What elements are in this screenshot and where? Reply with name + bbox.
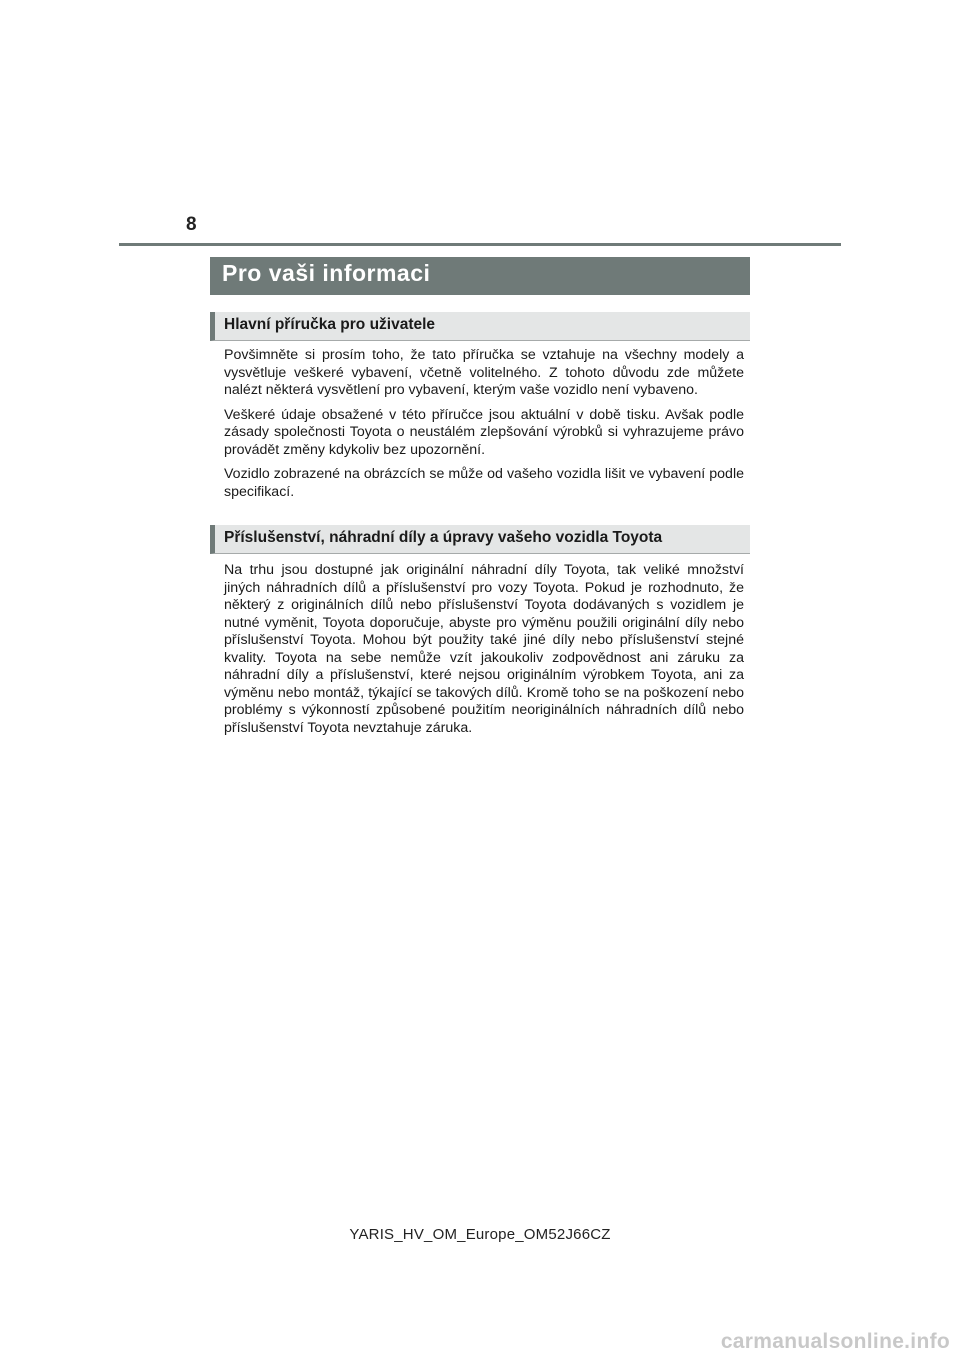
- section-heading-user-manual: Hlavní příručka pro uživatele: [210, 312, 750, 341]
- page-title: Pro vaši informaci: [210, 257, 750, 295]
- page-number: 8: [186, 214, 197, 235]
- document-code: YARIS_HV_OM_Europe_OM52J66CZ: [349, 1226, 611, 1243]
- paragraph: Povšimněte si prosím toho, že tato příručka se vztahuje na všechny modely a vysvětluje veškeré vybavení, včetně volitelného. Z tohoto důvodu zde můžete nalézt některá vysvětlení pro vybavení, kterým vaše vozidlo není vybaveno.: [224, 347, 744, 398]
- paragraph: Na trhu jsou dostupné jak originální náhradní díly Toyota, tak veliké množství jiných náhradních dílů a příslušenství pro vozy Toyota. Pokud je rozhodnuto, že některý z originálních dílů nebo příslušenství Toyota dodávaných s vozidlem je nutné vyměnit, Toyota doporučuje, abyste pro výměnu použili originální díly nebo příslušenství Toyota. Mohou být použity také jiné díly nebo příslušenství stejné kvality. Toyota na sebe nemůže vzít jakoukoliv zodpovědnost ani záruku za náhradní díly a příslušenství, které nejsou originálním výrobkem Toyota, ani za výměnu nebo montáž, týkající se takových dílů. Kromě toho se na poškození nebo problémy s výkonností způsobené použitím neoriginálních náhradních dílů nebo příslušenství Toyota nevztahuje záruka.: [224, 562, 744, 736]
- section-heading-accessories: Příslušenství, náhradní díly a úpravy vašeho vozidla Toyota: [210, 525, 750, 554]
- section-body-user-manual: [224, 347, 744, 508]
- paragraph: Vozidlo zobrazené na obrázcích se může od vašeho vozidla lišit ve vybavení podle specifikací.: [224, 466, 744, 500]
- watermark: carmanualsonline.info: [720, 1330, 950, 1353]
- paragraph: Veškeré údaje obsažené v této příručce jsou aktuální v době tisku. Avšak podle zásady společnosti Toyota o neustálém zlepšování výrobků si vyhrazujeme právo provádět změny kdykoliv bez upozornění.: [224, 406, 744, 458]
- section-body-accessories: [224, 562, 744, 744]
- header-divider: [119, 243, 841, 246]
